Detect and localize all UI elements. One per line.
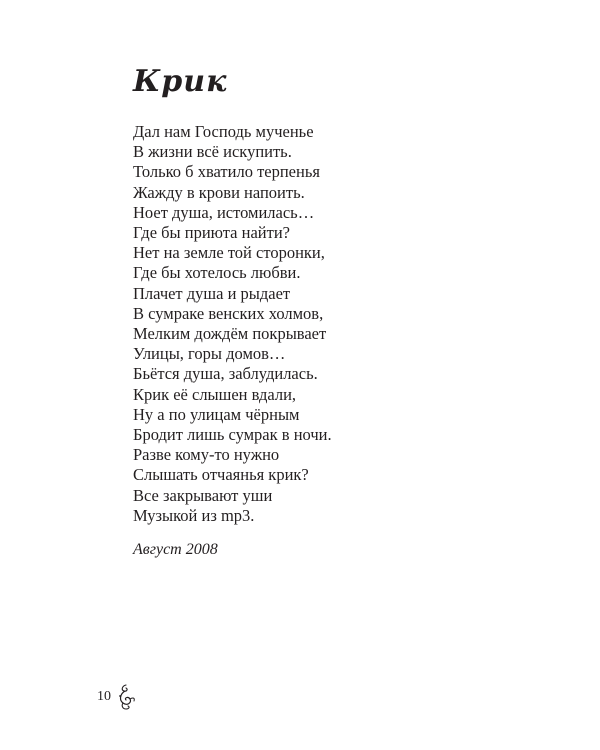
poem-line: Только б хватило терпенья <box>133 162 320 182</box>
poem-line: Музыкой из mp3. <box>133 505 255 525</box>
poem-line: Мелким дождём покрывает <box>133 324 327 344</box>
flourish-ornament-icon <box>115 683 137 711</box>
page-footer <box>97 683 137 711</box>
poem-line: Бродит лишь сумрак в ночи. <box>133 425 332 445</box>
poem-line: Слышать отчаянья крик? <box>133 465 309 485</box>
page-number: 10 <box>97 689 111 704</box>
poem-line: Ну а по улицам чёрным <box>133 404 300 424</box>
poem-line: Жажду в крови напоить. <box>133 182 305 202</box>
poem-title: Крик <box>133 64 228 99</box>
poem-line: В жизни всё искупить. <box>133 142 292 162</box>
poem-line: Дал нам Господь мученье <box>133 122 314 141</box>
poem-line: Разве кому-то нужно <box>133 445 280 465</box>
poem-body <box>133 122 332 526</box>
poem-line: Ноет душа, истомилась… <box>133 202 315 222</box>
poem-line: Бьётся душа, заблудилась. <box>133 364 318 384</box>
poem-line: Где бы хотелось любви. <box>133 263 301 283</box>
poem-line: Улицы, горы домов… <box>133 344 286 364</box>
poem-line: Крик её слышен вдали, <box>133 384 297 404</box>
poem-line: Плачет душа и рыдает <box>133 283 291 303</box>
poem-line: Нет на земле той сторонки, <box>133 243 325 263</box>
poem-date: Август 2008 <box>133 541 218 558</box>
poem-line: В сумраке венских холмов, <box>133 303 324 323</box>
poem-line: Где бы приюта найти? <box>133 223 290 243</box>
poem-line: Все закрывают уши <box>133 485 273 505</box>
